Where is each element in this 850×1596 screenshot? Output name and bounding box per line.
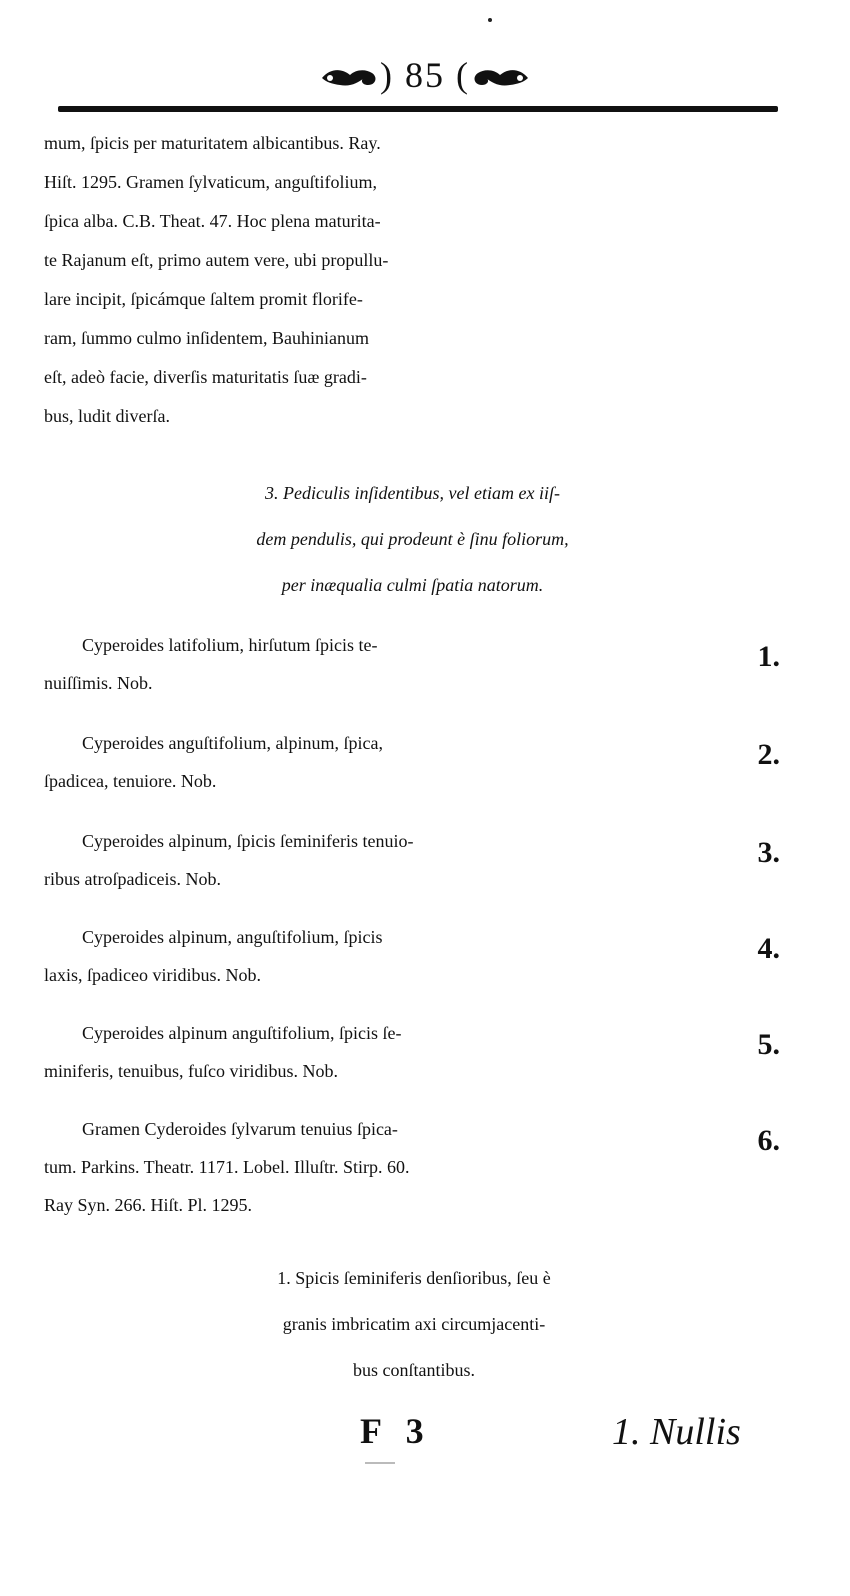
entry-number: 3. [757, 836, 780, 869]
paragraph-line: te Rajanum eſt, primo autem vere, ubi propullu- [44, 250, 389, 270]
signature-mark: F 3 [360, 1411, 432, 1451]
species-entry-2 [44, 724, 780, 800]
entry-line: Cyperoides latifolium, hirſutum ſpicis te- [82, 635, 378, 655]
species-entry-4 [44, 918, 780, 994]
entry-line: Cyperoides anguſtifolium, alpinum, ſpica, [82, 733, 383, 753]
paragraph-line: Hiſt. 1295. Gramen ſylvaticum, anguſtifolium, [44, 172, 377, 192]
heading-line: bus conſtantibus. [353, 1360, 475, 1380]
entry-line: Gramen Cyderoides ſylvarum tenuius ſpica- [82, 1119, 398, 1139]
running-head [0, 50, 850, 104]
entry-line: tum. Parkins. Theatr. 1171. Lobel. Illuſtr. Stirp. 60. [44, 1157, 410, 1177]
heading-line: dem pendulis, qui prodeunt è ſinu foliorum, [256, 529, 569, 549]
catchword: 1. Nullis [612, 1411, 741, 1453]
entry-number: 4. [757, 932, 780, 965]
paragraph-line: ram, ſummo culmo inſidentem, Bauhinianum [44, 328, 369, 348]
heading-line: granis imbricatim axi circumjacenti- [282, 1314, 546, 1334]
paragraph-line: bus, ludit diverſa. [44, 406, 170, 426]
paragraph-line: lare incipit, ſpicámque ſaltem promit florife- [44, 289, 363, 309]
entry-line: miniferis, tenuibus, fuſco viridibus. Nob. [44, 1061, 338, 1081]
entry-line: Cyperoides alpinum anguſtifolium, ſpicis ſe- [82, 1023, 402, 1043]
entry-number: 5. [757, 1028, 780, 1061]
entry-line: ſpadicea, tenuiore. Nob. [44, 771, 217, 791]
species-entry-6 [44, 1110, 780, 1224]
heading-line: 3. Pediculis inſidentibus, vel etiam ex iiſ- [265, 483, 560, 503]
entry-number: 6. [757, 1124, 780, 1157]
header-rule [58, 106, 778, 112]
opening-paragraph [44, 124, 784, 436]
paragraph-line: eſt, adeò facie, diverſis maturitatis ſuæ gradi- [44, 367, 367, 387]
species-entry-3 [44, 822, 780, 898]
entry-number: 2. [757, 738, 780, 771]
entry-line: Cyperoides alpinum, ſpicis ſeminiferis tenuio- [82, 831, 414, 851]
heading-line: per inæqualia culmi ſpatia natorum. [281, 575, 544, 595]
entry-line: Ray Syn. 266. Hiſt. Pl. 1295. [44, 1195, 253, 1215]
heading-line: 1. Spicis ſeminiferis denſioribus, ſeu è [277, 1268, 551, 1288]
entry-line: ribus atroſpadiceis. Nob. [44, 869, 221, 889]
entry-line: Cyperoides alpinum, anguſtifolium, ſpicis [82, 927, 383, 947]
left-fleuron-icon [320, 54, 380, 104]
entry-line: laxis, ſpadiceo viridibus. Nob. [44, 965, 261, 985]
page-number: ) 85 ( [380, 55, 470, 95]
species-entry-1 [44, 626, 780, 702]
species-entry-5 [44, 1014, 780, 1090]
right-fleuron-icon [470, 54, 530, 104]
ink-smear [365, 1462, 395, 1464]
entry-line: nuiſſimis. Nob. [44, 673, 153, 693]
paragraph-line: ſpica alba. C.B. Theat. 47. Hoc plena maturita- [44, 211, 381, 231]
ink-speck [488, 18, 492, 22]
entry-number: 1. [757, 640, 780, 673]
paragraph-line: mum, ſpicis per maturitatem albicantibus. Ray. [44, 133, 381, 153]
section-heading-3 [40, 470, 785, 608]
subsection-heading-1 [44, 1255, 784, 1393]
